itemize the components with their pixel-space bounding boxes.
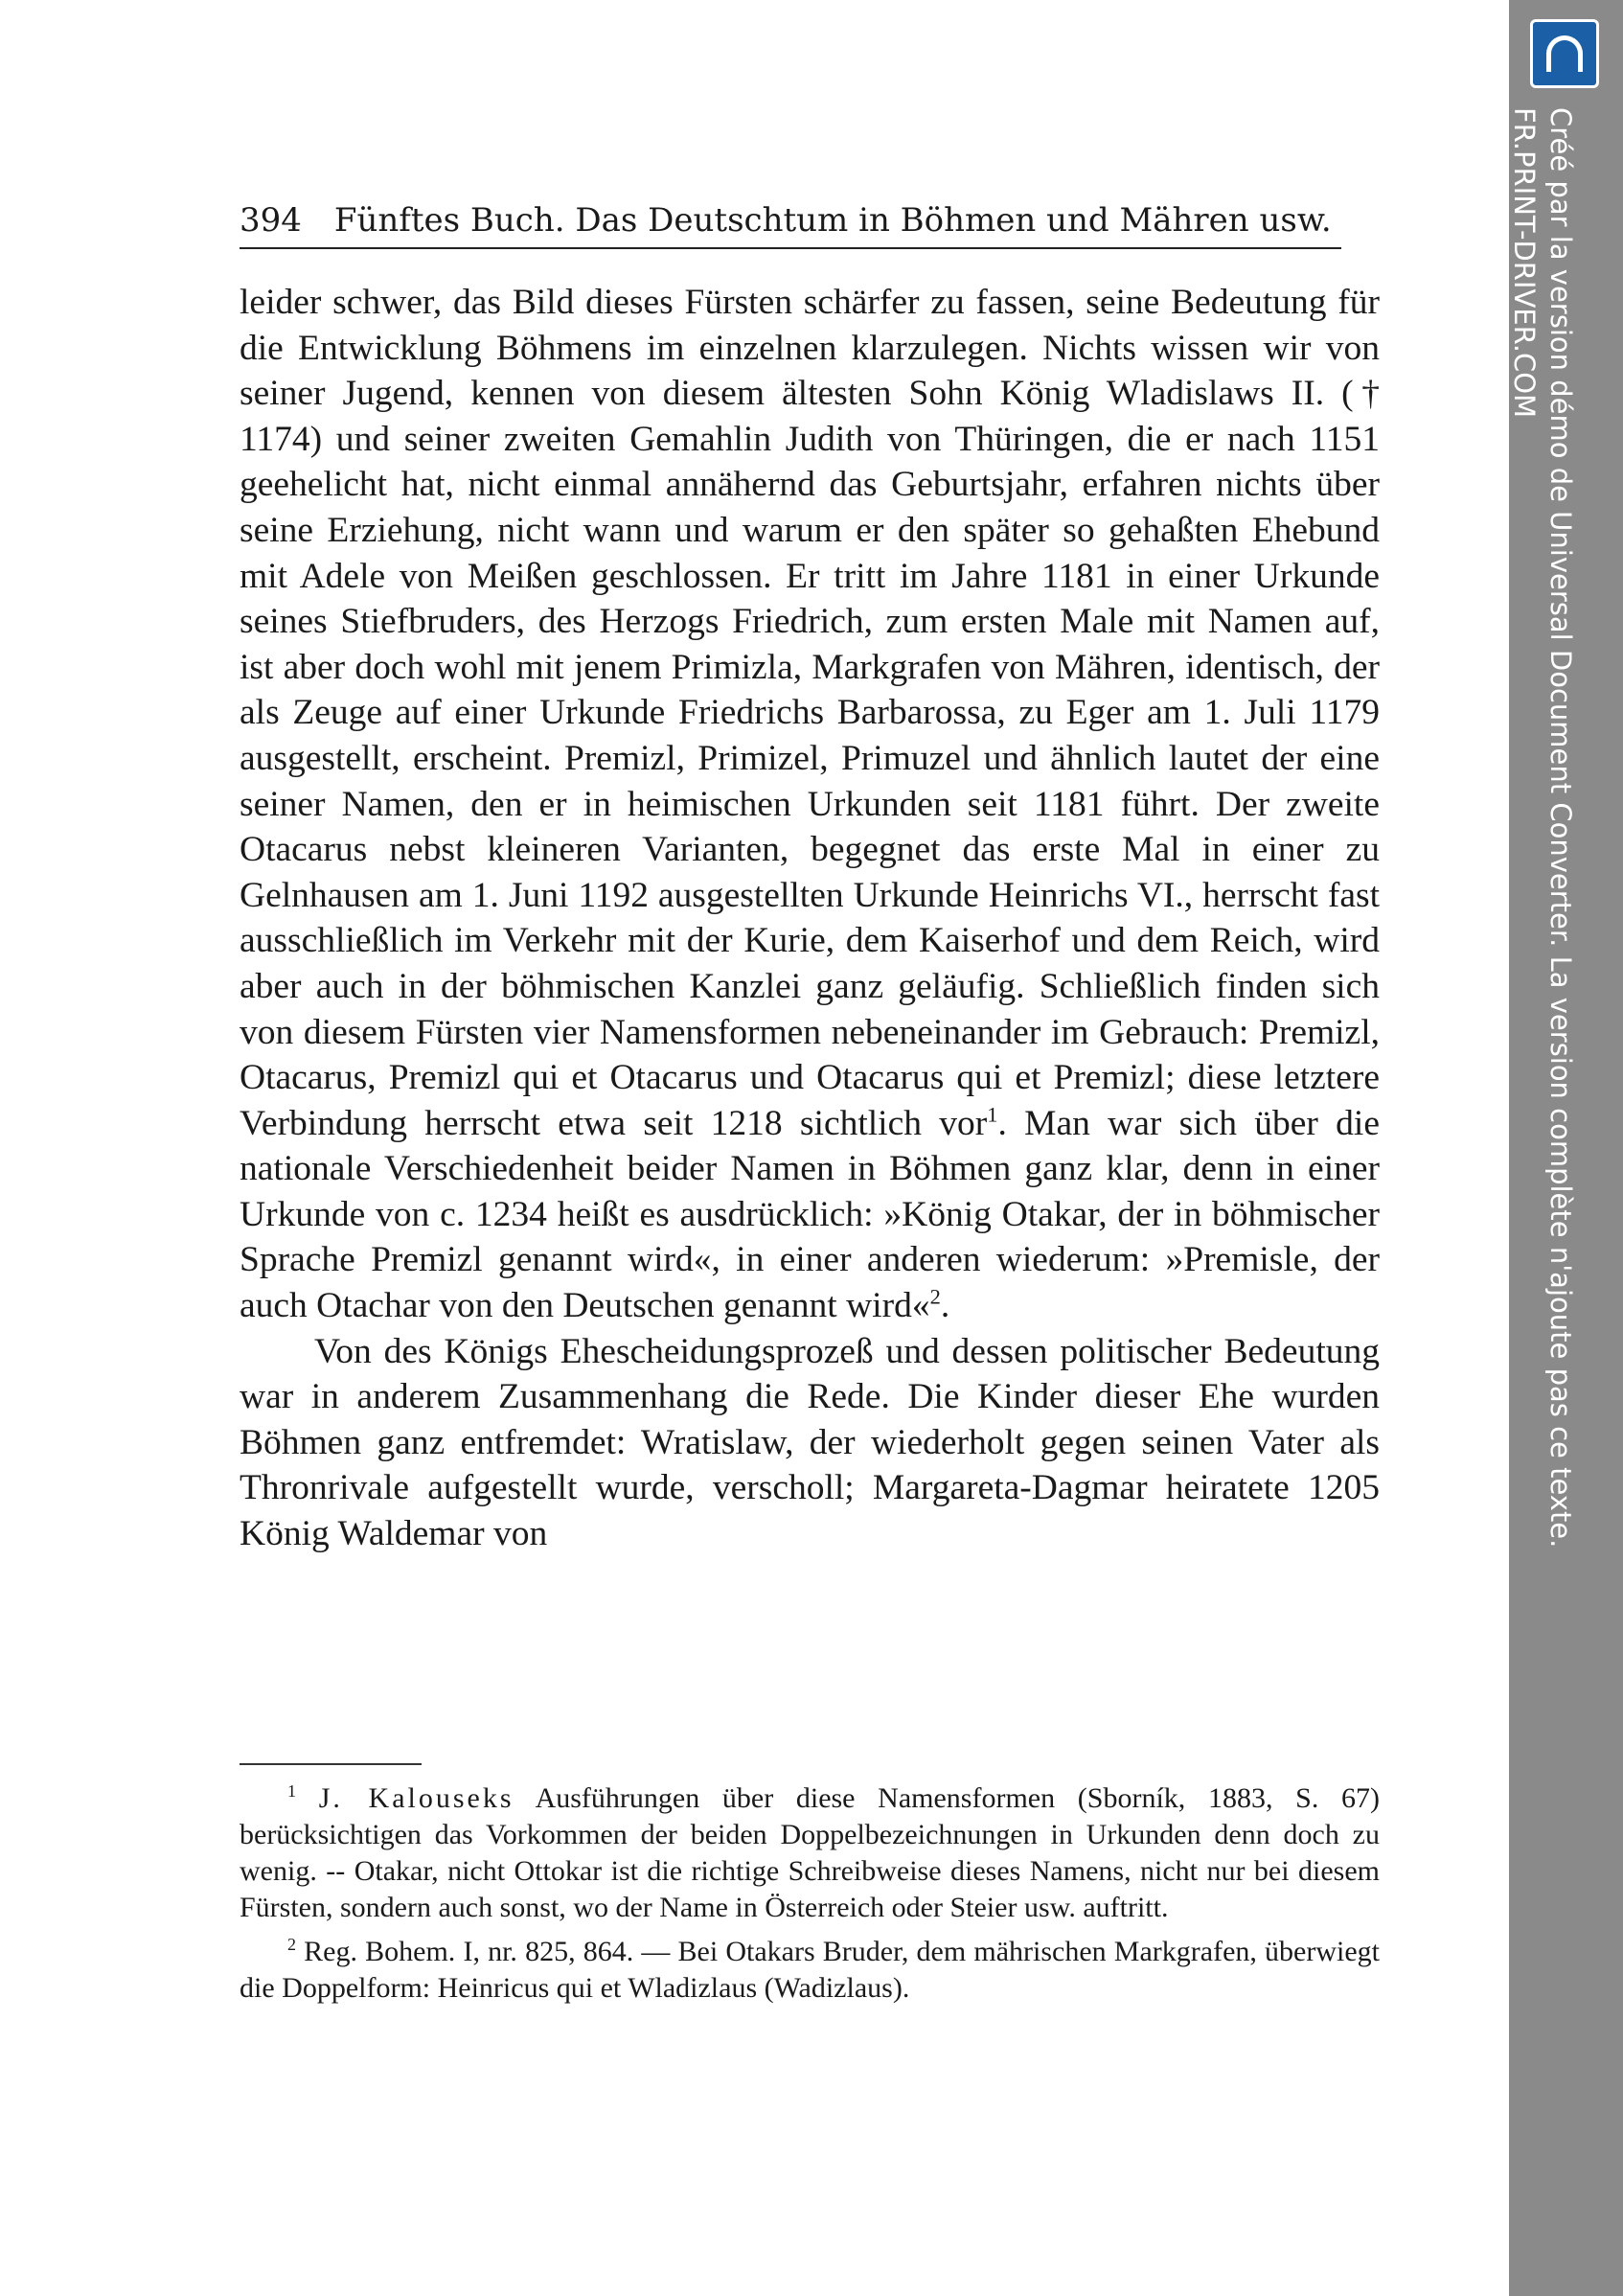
body-text [240,280,1380,1557]
footnote-2-text: Reg. Bohem. I, nr. 825, 864. — Bei Otakars Bruder, dem mährischen Markgrafen, überwiegt die Doppelform: Heinricus qui et Wladizlaus (Wadizlaus). [240,1936,1380,2004]
paragraph-2: Von des Königs Ehescheidungsprozeß und dessen politischer Bedeutung war in anderem Zusammenhang die Rede. Die Kinder dieser Ehe wurden Böhmen ganz entfremdet: Wratislaw, der wiederholt gegen seinen Vater als Thronrivale aufgestellt wurde, verscholl; Margareta-Dagmar heiratete 1205 König Waldemar von [240,1331,1380,1554]
footnote-divider [240,1763,422,1765]
watermark-text [1506,107,1579,1548]
footnote-2-marker: 2 [287,1935,296,1954]
footnote-ref-2[interactable]: 2 [929,1284,941,1309]
page-number: 394 [240,201,302,240]
paragraph-1-part-b: . Man war sich über die nationale Verschiedenheit beider Namen in Böhmen ganz klar, denn in einer Urkunde von c. 1234 heißt es ausdrücklich: »König Otakar, der in böhmischer Sprache Premizl genannt wird«, in einer anderen wiederum: »Premisle, der auch Otachar von den Deutschen genannt wird« [240,1103,1380,1326]
paragraph-1-part-a: leider schwer, das Bild dieses Fürsten schärfer zu fassen, seine Bedeutung für die Entwicklung Böhmens im einzelnen klarzulegen. Nichts wissen wir von seiner Jugend, kennen von diesem ältesten Sohn König Wladislaws II. († 1174) und seiner zweiten Gemahlin Judith von Thüringen, die er nach 1151 geehelicht hat, nicht einmal annähernd das Geburtsjahr, erfahren nichts über seine Erziehung, nicht wann und warum er den später so gehaßten Ehebund mit Adele von Meißen geschlossen. Er tritt im Jahre 1181 in einer Urkunde seines Stiefbruders, des Herzogs Friedrich, zum ersten Male mit Namen auf, ist aber doch wohl mit jenem Primizla, Markgrafen von Mähren, identisch, der als Zeuge auf einer Urkunde Friedrichs Barbarossa, zu Eger am 1. Juli 1179 ausgestellt, erscheint. Premizl, Primizel, Primuzel und ähnlich lautet der eine seiner Namen, den er in heimischen Urkunden seit 1181 führt. Der zweite Otacarus nebst kleineren Varianten, begegnet das erste Mal in einer zu Gelnhausen am 1. Juni 1192 ausgestellten Urkunde Heinrichs VI., herrscht fast ausschließlich im Verkehr mit der Kurie, dem Kaiserhof und dem Reich, wird aber auch in der böhmischen Kanzlei ganz geläufig. Schließlich finden sich von diesem Fürsten vier Namensformen nebeneinander im Gebrauch: Premizl, Otacarus, Premizl qui et Otacarus und Otacarus qui et Premizl; diese letztere Verbindung herrscht etwa seit 1218 sichtlich vor [240,283,1380,1143]
footnote-1 [240,1780,1380,1926]
converter-logo-icon [1530,19,1599,88]
paragraph-1 [240,280,1380,1329]
footnotes [240,1780,1380,2007]
footnote-1-text: Ausführungen über diese Namensformen (Sborník, 1883, S. 67) berücksichtigen das Vorkommen der beiden Doppelbezeichnungen in Urkunden denn doch zu wenig. -- Otakar, nicht Ottokar ist die richtige Schreibweise dieses Namens, nicht nur bei diesem Fürsten, sondern auch sonst, wo der Name in Österreich oder Steier usw. auftritt. [240,1782,1381,1923]
footnote-1-author: J. Kalouseks [318,1782,514,1814]
paragraph-1-part-c: . [940,1286,950,1326]
footnote-1-marker: 1 [287,1781,296,1801]
watermark-line-2: FR.PRINT-DRIVER.COM [1508,107,1541,419]
footnote-2 [240,1934,1380,2007]
running-title: Fünftes Buch. Das Deutschtum in Böhmen und Mähren usw. [333,201,1332,240]
watermark-line-1: Créé par la version démo de Universal Document Converter. La version complète n'ajoute pas ce texte. [1544,107,1577,1549]
running-header [240,199,1341,249]
footnote-ref-1[interactable]: 1 [987,1102,998,1127]
